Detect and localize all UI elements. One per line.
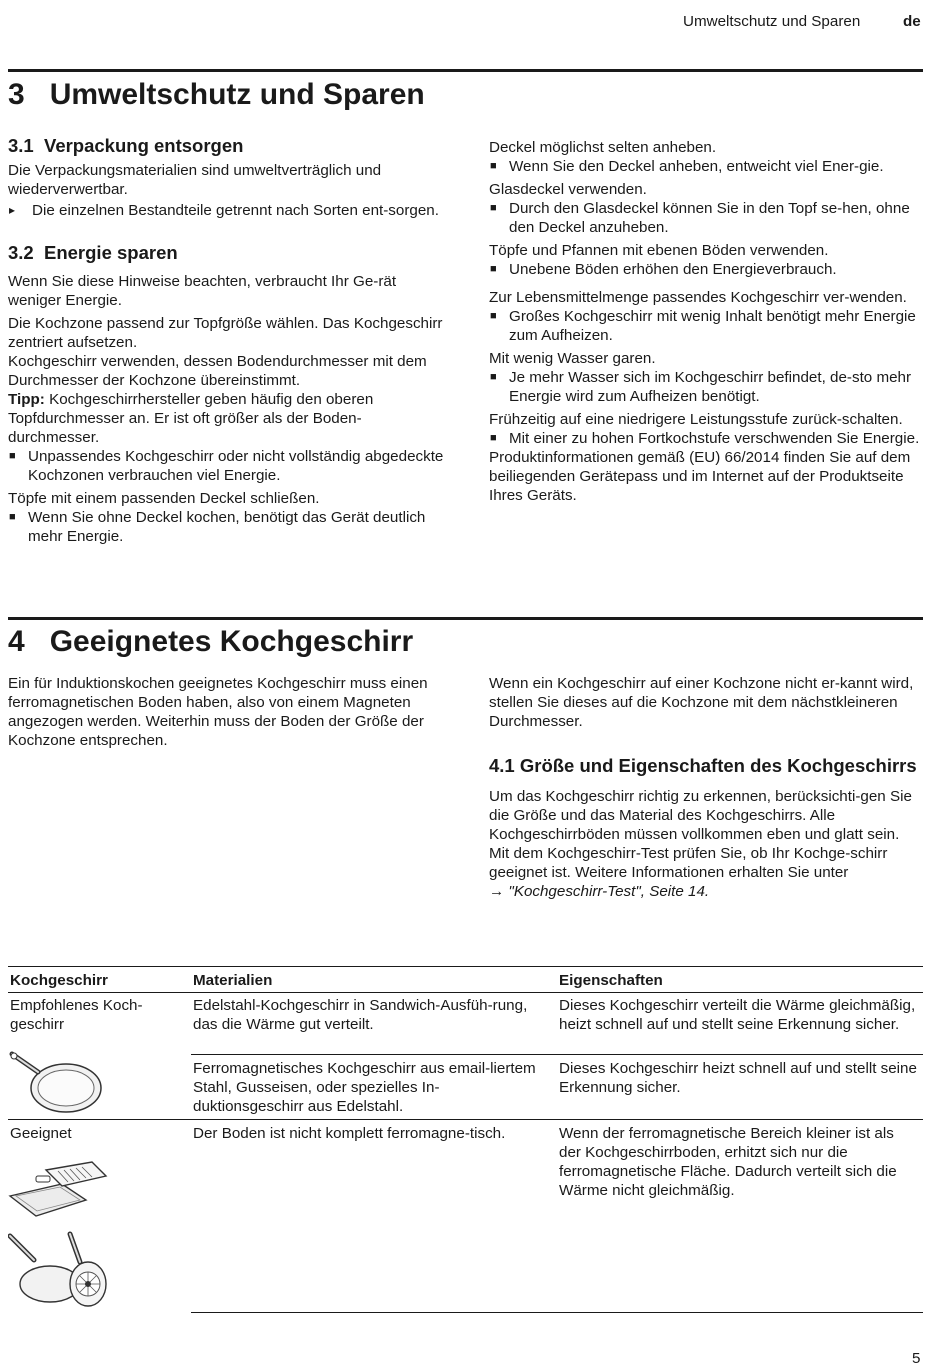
bullet-icon: ■	[490, 371, 497, 383]
pan-set-icon	[8, 1230, 108, 1310]
chapter-3-rule	[8, 69, 923, 72]
section-3-1-title: 3.1 Verpackung entsorgen	[8, 135, 244, 156]
chapter-4-rule	[8, 617, 923, 620]
table-row-1-divider	[191, 1054, 923, 1055]
table-top-rule	[8, 966, 923, 967]
chapter-4-title: 4 Geeignetes Kochgeschirr	[8, 625, 414, 658]
energy-tip-amount: Zur Lebensmittelmenge passendes Kochgeschirr ver-wenden.	[489, 289, 907, 306]
cookware-test-reference	[489, 882, 925, 901]
table-row-2-material: Ferromagnetisches Kochgeschirr aus email-liertem Stahl, Gusseisen, oder spezielles In-duktionsgeschirr aus Edelstahl.	[193, 1060, 536, 1115]
energy-tip-diameter: Kochgeschirr verwenden, dessen Bodendurchmesser mit dem Durchmesser der Kochzone übereinstimmt.	[8, 353, 427, 389]
chapter-4-left-column	[8, 674, 444, 750]
product-information: Produktinformationen gemäß (EU) 66/2014 finden Sie auf dem beiliegenden Gerätepass und im Internet auf der Produktseite Ihres Geräts.	[489, 449, 911, 504]
table-row-1-property: Dieses Kochgeschirr verteilt die Wärme gleichmäßig, heizt schnell auf und stellt seine Erkennung sicher.	[559, 997, 916, 1033]
table-bottom-rule	[191, 1312, 923, 1313]
bullet-icon: ■	[490, 263, 497, 275]
table-row-3-type: Geeignet	[10, 1125, 72, 1142]
table-header-materials: Materialien	[193, 972, 273, 989]
induction-requirements: Ein für Induktionskochen geeignetes Kochgeschirr muss einen ferromagnetischen Boden haben, also von einem Magneten angezogen werden. Weiterhin muss der Boden der Größe der Kochzone entsprechen.	[8, 675, 428, 749]
section-4-1-title: 4.1 Größe und Eigenschaften des Kochgeschirrs	[489, 755, 917, 776]
energy-tip-note: Tipp: Kochgeschirrhersteller geben häufig den oberen Topfdurchmesser an. Er ist oft größer als der Boden-durchmesser.	[8, 391, 374, 446]
energy-tip-glass-lid: Glasdeckel verwenden.	[489, 181, 647, 198]
chapter-4-right-column	[489, 674, 925, 901]
table-row-3-property: Wenn der ferromagnetische Bereich kleiner ist als der Kochgeschirrboden, erhitzt sich nur die ferromagnetische Fläche. Dadurch verteilt sich die Wärme nicht gleichmäßig.	[559, 1125, 897, 1199]
chapter-3-right-column	[489, 138, 925, 505]
bullet-icon: ■	[9, 511, 16, 523]
energy-bullet-lid: ■ Wenn Sie ohne Deckel kochen, benötigt das Gerät deutlich mehr Energie.	[9, 509, 426, 545]
energy-bullet-amount: ■ Großes Kochgeschirr mit wenig Inhalt benötigt mehr Energie zum Aufheizen.	[490, 308, 916, 344]
bullet-icon: ■	[490, 160, 497, 172]
frying-pan-icon	[8, 1048, 104, 1116]
language-code: de	[903, 13, 921, 30]
section-3-1-paragraph: Die Verpackungsmaterialien sind umweltverträglich und wiederverwertbar.	[8, 162, 382, 198]
energy-bullet-flat-bottom: ■ Unebene Böden erhöhen den Energieverbrauch.	[490, 261, 837, 278]
section-4-1-paragraph: Um das Kochgeschirr richtig zu erkennen, berücksichti-gen Sie die Größe und das Material des Kochgeschirrs. Alle Kochgeschirrböden müssen vollkommen eben und glatt sein.	[489, 788, 912, 843]
reference-arrow-icon: →	[489, 883, 505, 900]
table-header-cookware: Kochgeschirr	[10, 972, 108, 989]
energy-bullet-glass-lid: ■ Durch den Glasdeckel können Sie in den Topf se-hen, ohne den Deckel anzuheben.	[490, 200, 910, 236]
table-row-2-property: Dieses Kochgeschirr heizt schnell auf und stellt seine Erkennung sicher.	[559, 1060, 917, 1096]
energy-tip-flat-bottom: Töpfe und Pfannen mit ebenen Böden verwenden.	[489, 242, 829, 259]
running-header-title: Umweltschutz und Sparen	[683, 13, 861, 30]
energy-bullet-unfit: ■ Unpassendes Kochgeschirr oder nicht vollständig abgedeckte Kochzonen verbrauchen viel Energie.	[9, 448, 444, 484]
energy-intro: Wenn Sie diese Hinweise beachten, verbraucht Ihr Ge-rät weniger Energie.	[8, 273, 397, 309]
energy-bullet-lift-lid: ■ Wenn Sie den Deckel anheben, entweicht viel Ener-gie.	[490, 158, 884, 175]
table-row-3-material: Der Boden ist nicht komplett ferromagne-tisch.	[193, 1125, 506, 1142]
page-number: 5	[912, 1350, 921, 1367]
energy-tip-zone: Die Kochzone passend zur Topfgröße wählen. Das Kochgeschirr zentriert aufsetzen.	[8, 315, 443, 351]
cookware-test-paragraph: Mit dem Kochgeschirr-Test prüfen Sie, ob Ihr Kochge-schirr geeignet ist. Weitere Informationen erhalten Sie unter	[489, 845, 888, 881]
chapter-3-left-column	[8, 135, 444, 546]
step-marker-icon: ▸	[9, 203, 16, 217]
energy-tip-water: Mit wenig Wasser garen.	[489, 350, 656, 367]
section-3-1-step: ▸ Die einzelnen Bestandteile getrennt nach Sorten ent-sorgen.	[9, 202, 439, 219]
energy-tip-lid: Töpfe mit einem passenden Deckel schließen.	[8, 490, 320, 507]
table-header-properties: Eigenschaften	[559, 972, 663, 989]
energy-bullet-early-lower: ■ Mit einer zu hohen Fortkochstufe verschwenden Sie Energie.	[490, 430, 920, 447]
cookware-test-link[interactable]: "Kochgeschirr-Test", Seite 14.	[508, 883, 710, 900]
chapter-3-title: 3 Umweltschutz und Sparen	[8, 78, 425, 111]
table-header-rule	[8, 992, 923, 993]
grill-pan-icon	[6, 1156, 110, 1228]
energy-tip-early-lower: Frühzeitig auf eine niedrigere Leistungsstufe zurück-schalten.	[489, 411, 903, 428]
table-row-1-type: Empfohlenes Koch-geschirr	[10, 997, 143, 1033]
energy-bullet-water: ■ Je mehr Wasser sich im Kochgeschirr befindet, de-sto mehr Energie wird zum Aufheizen benötigt.	[490, 369, 912, 405]
cookware-not-recognized: Wenn ein Kochgeschirr auf einer Kochzone nicht er-kannt wird, stellen Sie dieses auf die Kochzone mit dem nächstkleineren Durchmesser.	[489, 675, 914, 730]
bullet-icon: ■	[490, 432, 497, 444]
table-row-1-material: Edelstahl-Kochgeschirr in Sandwich-Ausfüh-rung, das die Wärme gut verteilt.	[193, 997, 528, 1033]
table-row-2-divider	[8, 1119, 923, 1120]
energy-tip-lift-lid: Deckel möglichst selten anheben.	[489, 139, 717, 156]
bullet-icon: ■	[490, 202, 497, 214]
bullet-icon: ■	[9, 450, 16, 462]
section-3-2-title: 3.2 Energie sparen	[8, 242, 178, 263]
bullet-icon: ■	[490, 310, 497, 322]
